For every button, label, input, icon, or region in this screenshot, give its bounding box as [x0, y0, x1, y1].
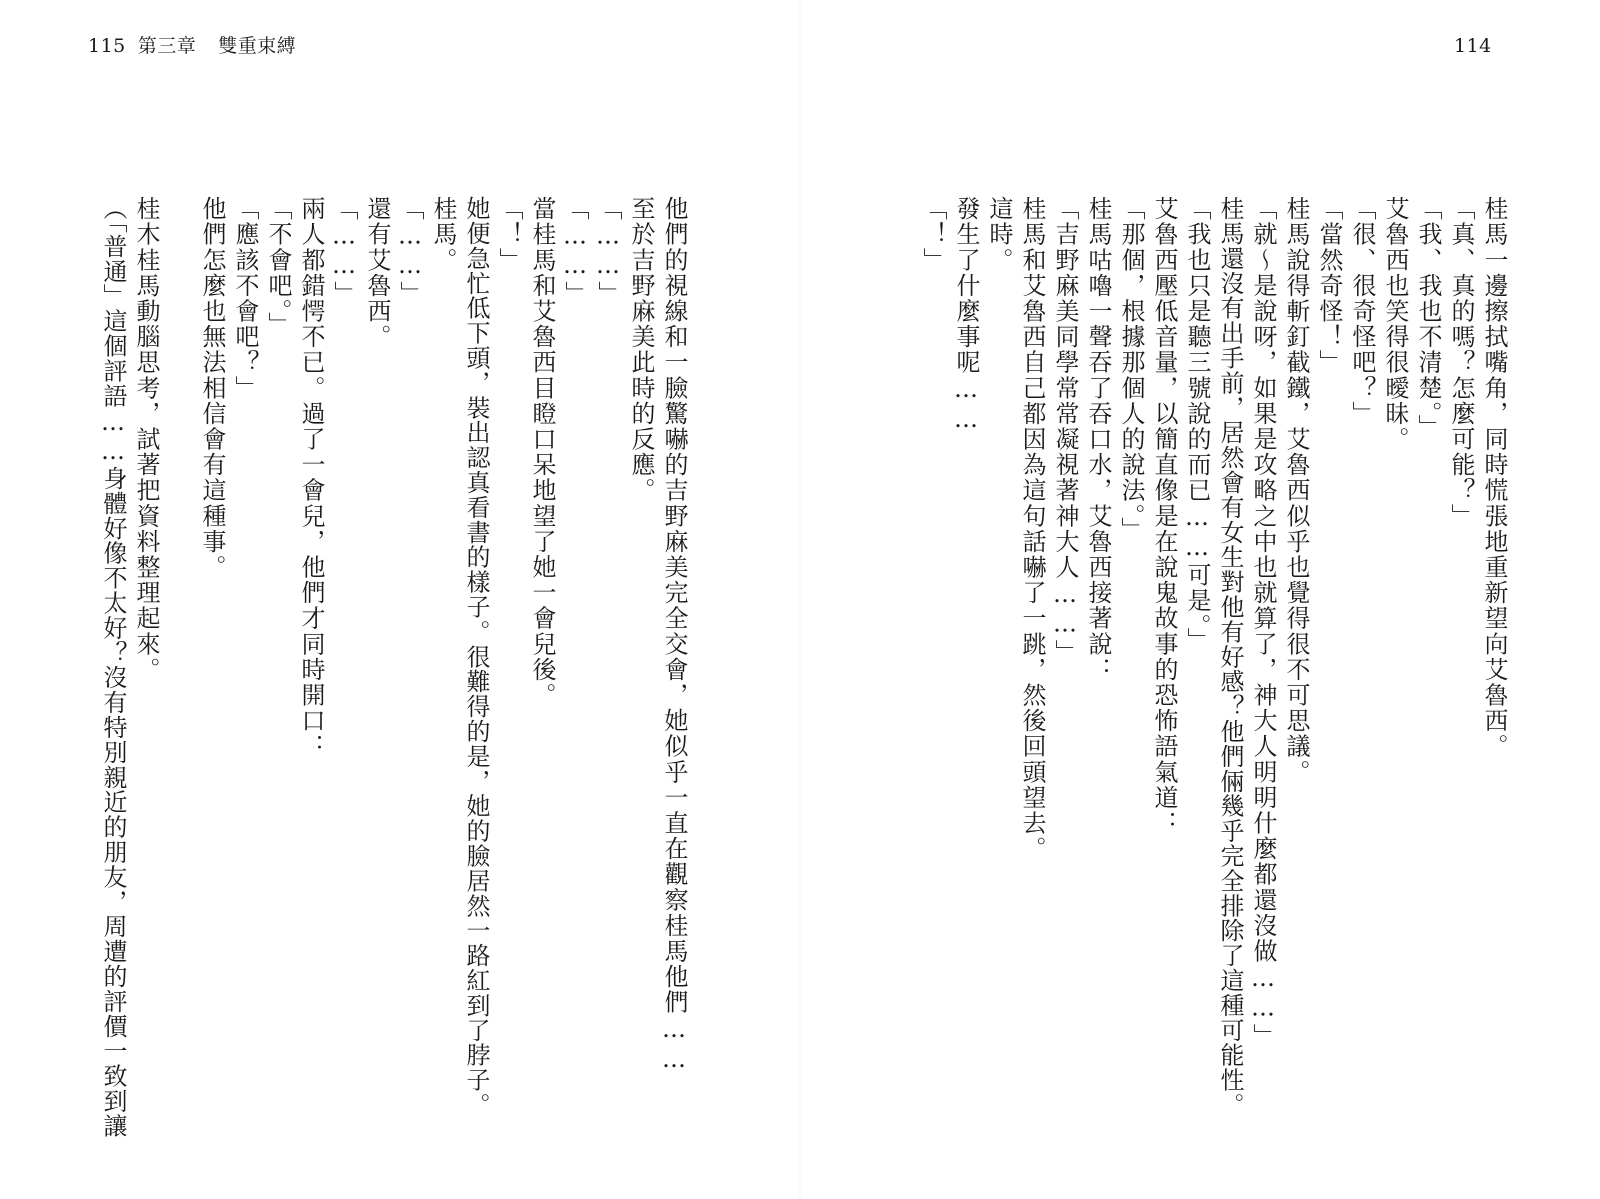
- text-column: 桂馬說得斬釘截鐵，艾魯西似乎也覺得很不可思議。: [1282, 196, 1310, 785]
- text-column: 桂馬和艾魯西自己都因為這句話嚇了一跳，然後回頭望去。: [1018, 196, 1046, 862]
- text-column: 「……」: [330, 196, 358, 307]
- text-column: 「……」: [396, 196, 424, 307]
- text-column: 「我也只是聽三號說的而已……可是。」: [1183, 196, 1211, 653]
- chapter-title: 雙重束縛: [218, 35, 297, 57]
- text-column: 「！」: [919, 196, 947, 273]
- text-column: 「吉野麻美同學常常凝視著神大人……」: [1051, 196, 1079, 665]
- text-column: 「當然奇怪！」: [1315, 196, 1343, 376]
- chapter-label: 第三章: [137, 35, 197, 57]
- text-column: 桂馬還沒有出手前，居然會有女生對他有好感？他們倆幾乎完全排除了這種可能性。: [1216, 196, 1244, 1118]
- text-column: 他們怎麼也無法相信會有這種事。: [198, 196, 226, 580]
- left-page-number: 115: [88, 35, 126, 57]
- text-column: 她便急忙低下頭，裝出認真看書的樣子。很難得的是，她的臉居然一路紅到了脖子。: [462, 196, 490, 1118]
- text-column: 他們的視線和一臉驚嚇的吉野麻美完全交會，她似乎一直在觀察桂馬他們……: [660, 196, 688, 1075]
- text-column: 「不會吧。」: [264, 196, 292, 338]
- text-column: 兩人都錯愕不已。過了一會兒，他們才同時開口：: [297, 196, 325, 760]
- text-column: 當桂馬和艾魯西目瞪口呆地望了她一會兒後。: [528, 196, 556, 708]
- text-column: 「！」: [495, 196, 523, 273]
- text-column: 艾魯西壓低音量，以簡直像是在說鬼故事的恐怖語氣道：: [1150, 196, 1178, 836]
- text-column: 桂馬。: [429, 196, 457, 273]
- text-column: 「真、真的嗎？怎麼可能？」: [1447, 196, 1475, 529]
- text-column: 還有艾魯西。: [363, 196, 391, 350]
- text-column: 「……」: [561, 196, 589, 307]
- right-page-number: 114: [1454, 35, 1492, 57]
- left-page-header: [88, 34, 296, 58]
- text-column: 「就～是說呀，如果是攻略之中也就算了，神大人明明什麼都還沒做……」: [1249, 196, 1277, 1049]
- text-column: 「很、很奇怪吧？」: [1348, 196, 1376, 427]
- text-column: 桂木桂馬動腦思考，試著把資料整理起來。: [132, 196, 160, 683]
- page-gutter: [798, 0, 802, 1199]
- text-column: 桂馬一邊擦拭嘴角，同時慌張地重新望向艾魯西。: [1480, 196, 1508, 760]
- text-column: 至於吉野麻美此時的反應。: [627, 196, 655, 504]
- text-column: 「我、我也不清楚。」: [1414, 196, 1442, 440]
- text-column: 發生了什麼事呢……: [952, 196, 980, 435]
- text-column: 「那個，根據那個人的說法。」: [1117, 196, 1145, 543]
- text-column: 艾魯西也笑得很曖昧。: [1381, 196, 1409, 452]
- text-column: 「應該不會吧？」: [231, 196, 259, 401]
- text-column: 這時。: [985, 196, 1013, 273]
- text-column: （「普通」這個評語……身體好像不太好？沒有特別親近的朋友，周遭的評價一致到讓: [99, 196, 127, 1139]
- text-column: 「……」: [594, 196, 622, 307]
- text-column: 桂馬咕嚕一聲吞了吞口水，艾魯西接著說：: [1084, 196, 1112, 683]
